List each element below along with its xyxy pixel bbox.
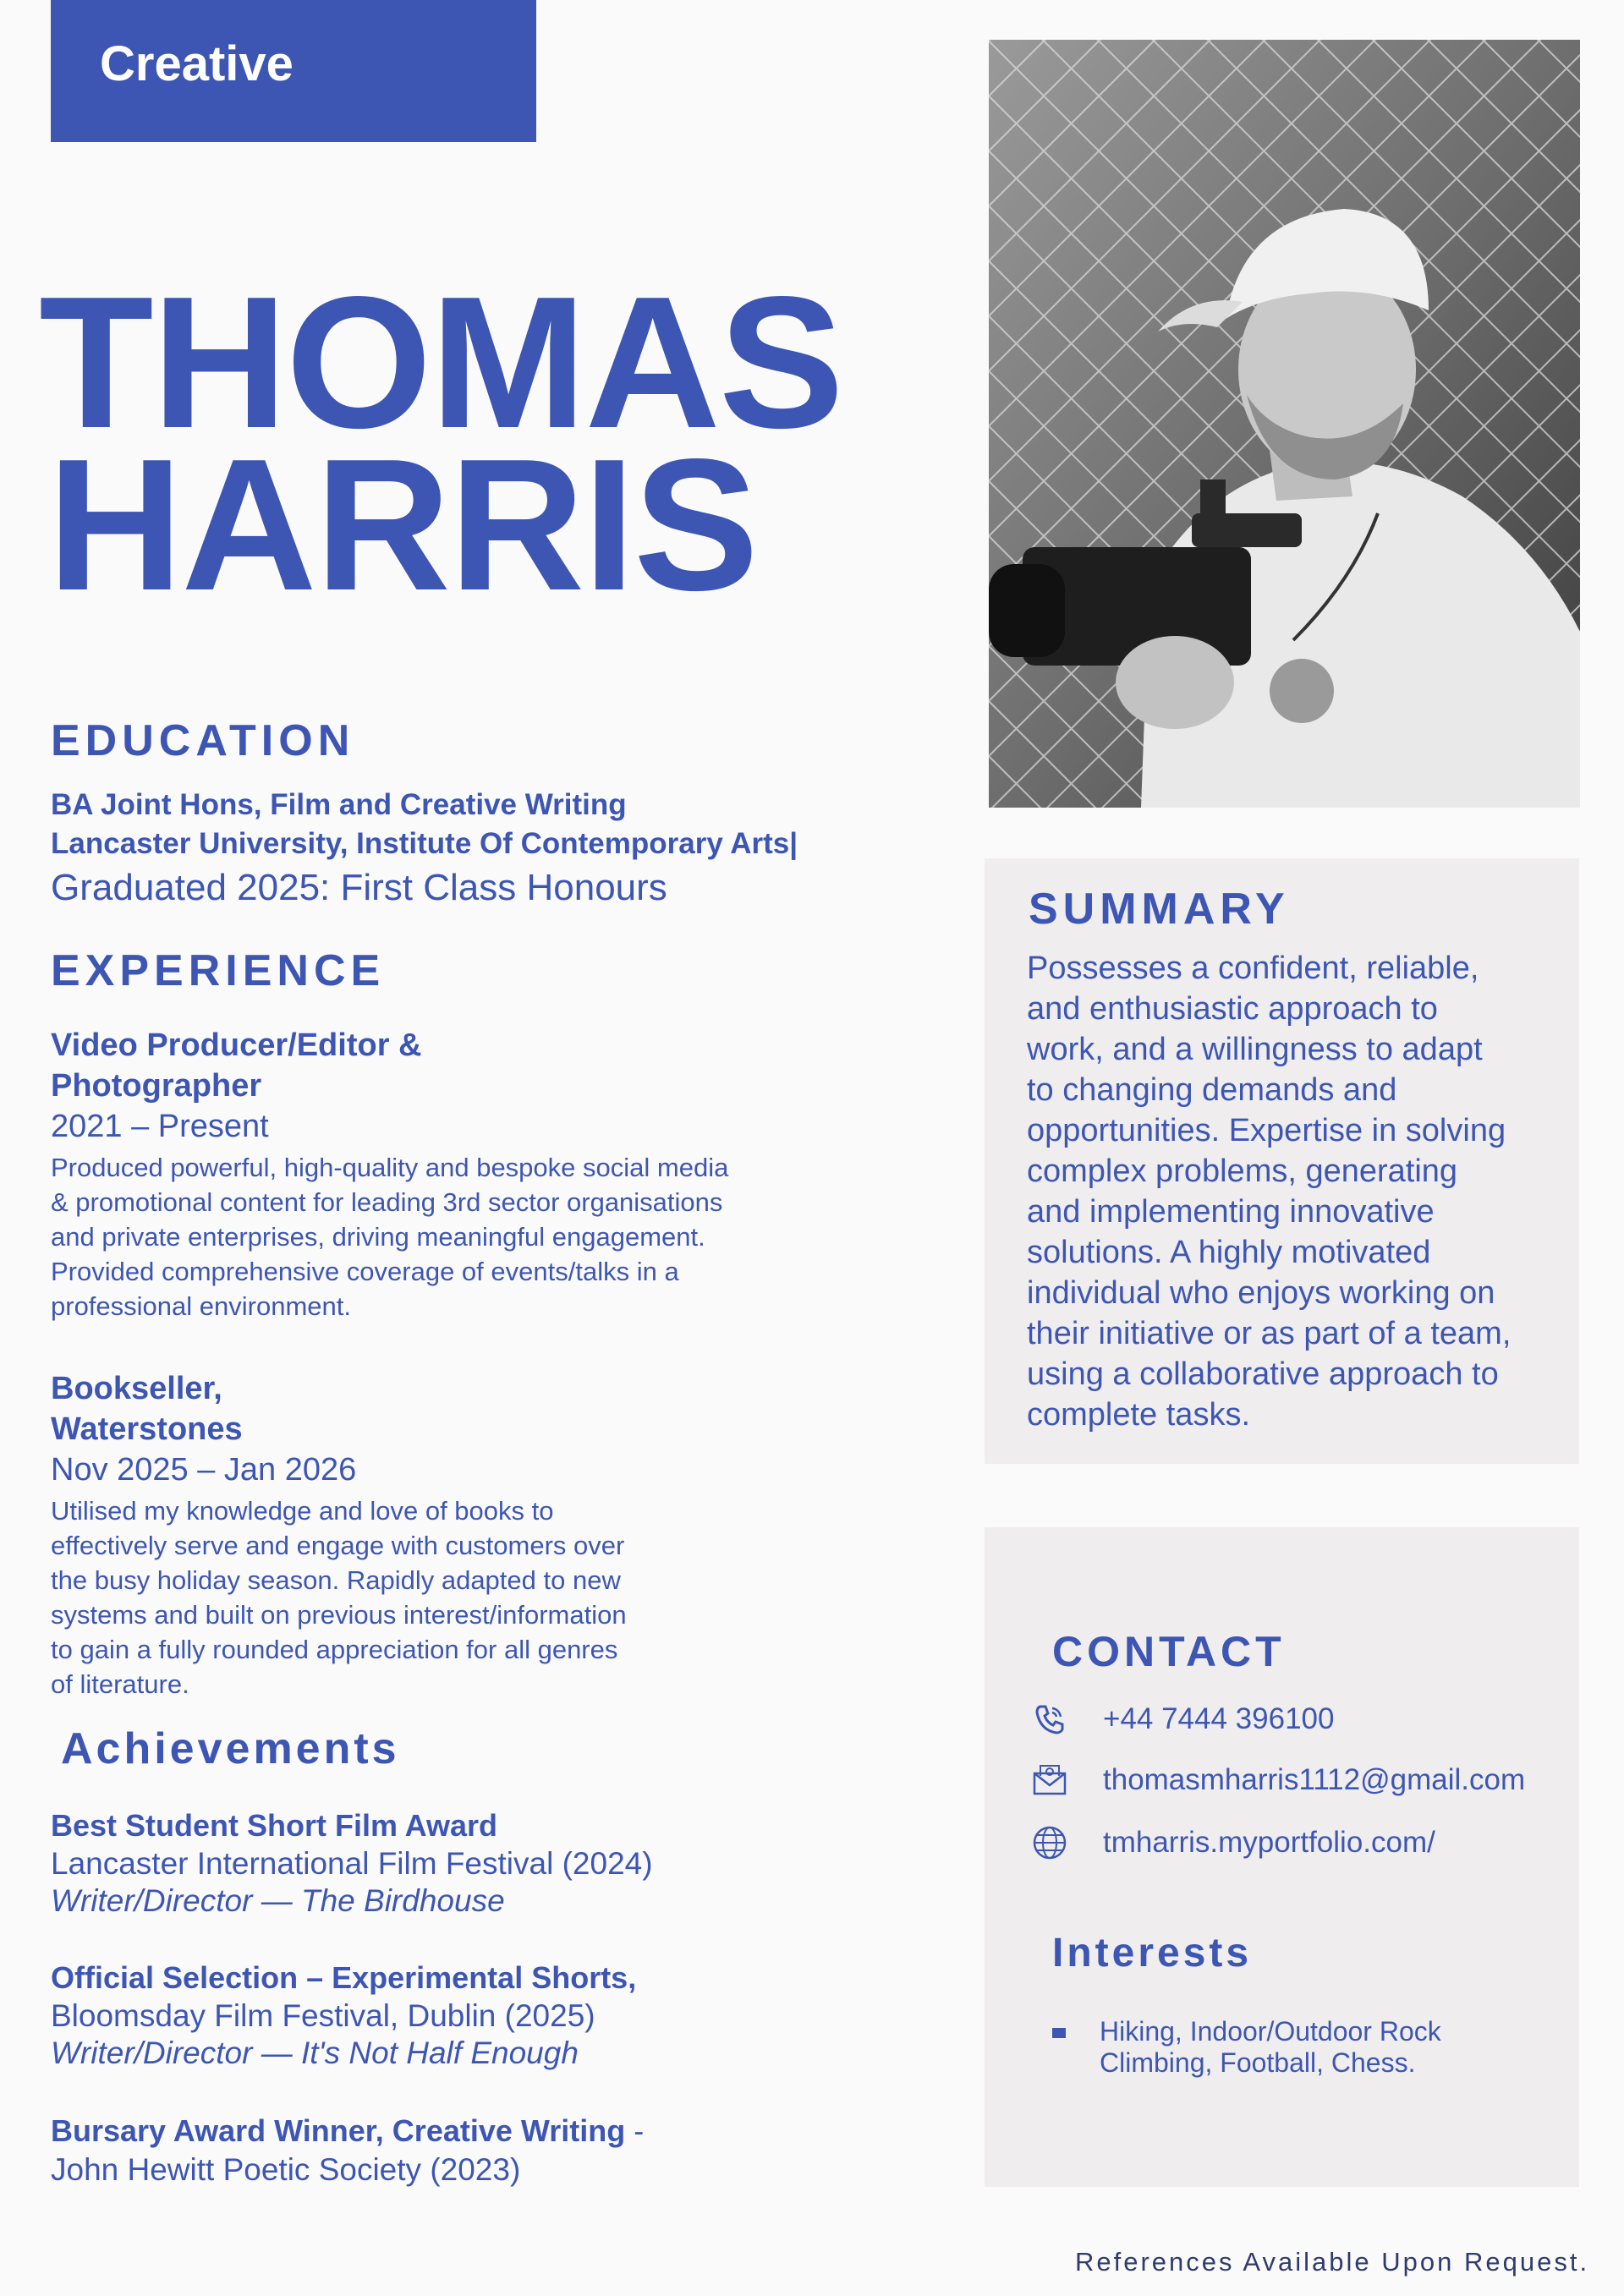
profile-photo — [989, 40, 1580, 808]
contact-website[interactable]: tmharris.myportfolio.com/ — [1103, 1826, 1435, 1859]
job-description-line: & promotional content for leading 3rd sector organisations — [51, 1187, 723, 1217]
last-name: HARRIS — [47, 420, 758, 630]
interests-line: Hiking, Indoor/Outdoor Rock — [1100, 2016, 1441, 2047]
achievements-heading: Achievements — [61, 1724, 400, 1773]
job-description-line: systems and built on previous interest/information — [51, 1600, 627, 1630]
badge-label: Creative — [100, 36, 294, 91]
interests-item — [1052, 2016, 1441, 2079]
contact-panel — [985, 1527, 1579, 2187]
interests-line: Climbing, Football, Chess. — [1100, 2047, 1416, 2078]
job-description — [51, 1150, 829, 1323]
summary-line: and enthusiastic approach to — [1027, 991, 1438, 1027]
summary-heading: SUMMARY — [1029, 885, 1290, 934]
contact-email-row[interactable] — [1030, 1761, 1525, 1800]
contact-heading: CONTACT — [1052, 1628, 1286, 1675]
job-dates: 2021 – Present — [51, 1109, 269, 1144]
job-description-line: Provided comprehensive coverage of events/talks in a — [51, 1257, 679, 1286]
job-description-line: Utilised my knowledge and love of books to — [51, 1496, 554, 1526]
summary-line: individual who enjoys working on — [1027, 1275, 1495, 1311]
contact-website-row[interactable] — [1030, 1823, 1435, 1862]
summary-line: using a collaborative approach to — [1027, 1356, 1499, 1392]
achievement-item — [51, 1806, 863, 1920]
job-description — [51, 1493, 829, 1701]
job-description-line: to gain a fully rounded appreciation for all genres — [51, 1635, 618, 1664]
phone-icon — [1030, 1700, 1069, 1739]
first-name: THOMAS — [39, 258, 842, 468]
achievement-event: Lancaster International Film Festival (2024) — [51, 1846, 653, 1881]
achievement-event: Bloomsday Film Festival, Dublin (2025) — [51, 1998, 595, 2033]
job-entry — [51, 1368, 829, 1701]
education-degree: BA Joint Hons, Film and Creative Writing — [51, 788, 627, 821]
summary-line: to changing demands and — [1027, 1072, 1397, 1108]
experience-heading: EXPERIENCE — [51, 946, 386, 995]
job-description-line: of literature. — [51, 1669, 189, 1699]
contact-phone[interactable]: +44 7444 396100 — [1103, 1702, 1335, 1735]
achievement-role: Writer/Director — It's Not Half Enough — [51, 2036, 579, 2070]
email-icon — [1030, 1761, 1069, 1800]
education-heading: EDUCATION — [51, 716, 355, 765]
bullet-square-icon — [1052, 2028, 1066, 2038]
summary-line: complex problems, generating — [1027, 1153, 1458, 1189]
achievement-title-suffix: - — [625, 2113, 645, 2148]
summary-line: solutions. A highly motivated — [1027, 1235, 1431, 1270]
job-description-line: the busy holiday season. Rapidly adapted to new — [51, 1565, 621, 1595]
summary-text — [1027, 948, 1511, 1435]
job-dates: Nov 2025 – Jan 2026 — [51, 1452, 357, 1488]
achievement-item — [51, 1959, 863, 2072]
job-description-line: effectively serve and engage with customers over — [51, 1531, 625, 1560]
summary-panel — [985, 858, 1579, 1464]
education-institution: Lancaster University, Institute Of Contemporary Arts| — [51, 827, 798, 860]
education-result: Graduated 2025: First Class Honours — [51, 867, 667, 908]
achievement-title: Official Selection – Experimental Shorts, — [51, 1960, 637, 1995]
summary-line: opportunities. Expertise in solving — [1027, 1113, 1506, 1148]
creative-badge — [51, 0, 536, 142]
summary-line: complete tasks. — [1027, 1397, 1250, 1433]
contact-phone-row[interactable] — [1030, 1700, 1334, 1739]
job-title: Video Producer/Editor & — [51, 1027, 422, 1063]
summary-line: and implementing innovative — [1027, 1194, 1435, 1230]
summary-line: their initiative or as part of a team, — [1027, 1316, 1512, 1351]
job-title: Bookseller, — [51, 1371, 222, 1406]
job-title: Waterstones — [51, 1411, 243, 1447]
achievement-title: Bursary Award Winner, Creative Writing — [51, 2113, 626, 2148]
job-description-line: and private enterprises, driving meaningful engagement. — [51, 1222, 705, 1252]
job-title: Photographer — [51, 1068, 262, 1104]
job-description-line: professional environment. — [51, 1291, 351, 1321]
achievement-item — [51, 2111, 863, 2189]
references-note: References Available Upon Request. — [1075, 2247, 1590, 2277]
summary-line: work, and a willingness to adapt — [1027, 1032, 1483, 1067]
achievement-title: Best Student Short Film Award — [51, 1808, 498, 1843]
contact-email[interactable]: thomasmharris1112@gmail.com — [1103, 1763, 1526, 1796]
job-entry — [51, 1025, 829, 1323]
interests-heading: Interests — [1052, 1931, 1253, 1975]
achievement-role: Writer/Director — The Birdhouse — [51, 1883, 505, 1918]
interests-text — [1100, 2016, 1441, 2079]
summary-line: Possesses a confident, reliable, — [1027, 951, 1479, 986]
job-description-line: Produced powerful, high-quality and bespoke social media — [51, 1153, 729, 1182]
globe-icon — [1030, 1823, 1069, 1862]
achievement-title-row — [51, 2111, 863, 2151]
achievement-event: John Hewitt Poetic Society (2023) — [51, 2152, 521, 2187]
